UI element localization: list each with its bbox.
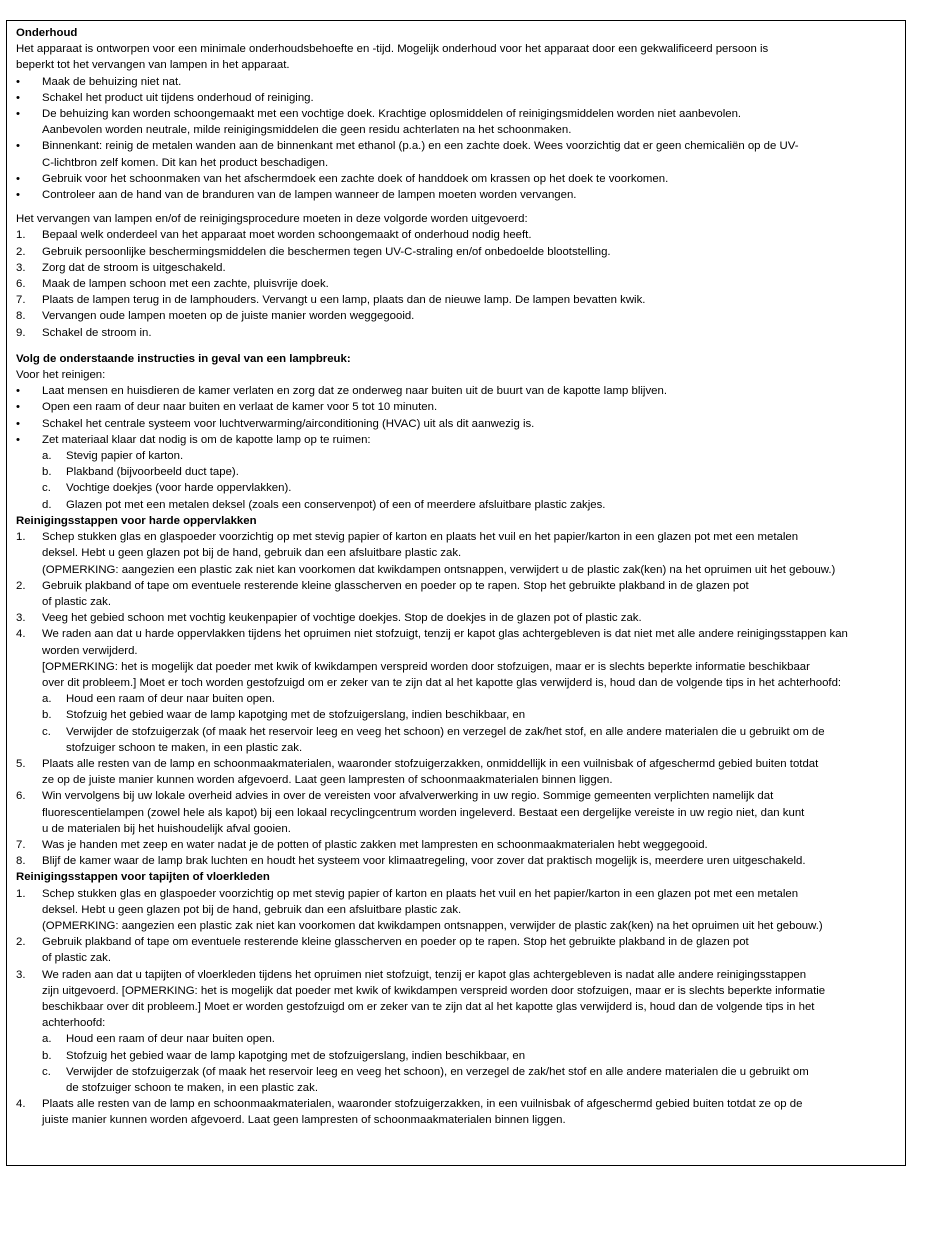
list-marker: 4. xyxy=(16,628,26,641)
voor-reinigen: Voor het reinigen: xyxy=(16,369,106,382)
text-line: Zet materiaal klaar dat nodig is om de kapotte lamp op te ruimen: xyxy=(42,433,371,446)
text-line: We raden aan dat u tapijten of vloerkleden tijdens het opruimen niet stofzuigt, tenzij er kapot glas achtergebleven is nadat alle andere reinigingsstappen xyxy=(42,968,807,981)
harde-step xyxy=(16,853,905,869)
document-frame xyxy=(6,20,906,1166)
item-text xyxy=(42,276,905,292)
text-line: De behuizing kan worden schoongemaakt met een vochtige doek. Krachtige oplosmiddelen of reinigingsmiddelen worden niet aanbevolen. xyxy=(42,108,742,121)
sub-marker: a. xyxy=(42,450,52,463)
item-text xyxy=(42,171,905,187)
item-text xyxy=(42,626,905,691)
item-text xyxy=(42,74,905,90)
document-content xyxy=(7,21,905,1129)
text-line: Open een raam of deur naar buiten en verlaat de kamer voor 5 tot 10 minuten. xyxy=(42,401,438,414)
text-line: Was je handen met zeep en water nadat je de potten of plastic zakken met lampresten en schoonmaakmaterialen hebt weggegooid. xyxy=(42,838,708,851)
text-line: Stevig papier of karton. xyxy=(66,450,184,463)
list-marker: • xyxy=(16,172,20,185)
procedure-step xyxy=(16,325,905,341)
list-marker: 1. xyxy=(16,229,26,242)
list-marker: 6. xyxy=(16,278,26,291)
procedure-step xyxy=(16,260,905,276)
text-line: Gebruik plakband of tape om eventuele resterende kleine glasscherven en poeder op te rapen. Stop het gebruikte plakband in de glazen pot xyxy=(42,936,749,949)
text-line: We raden aan dat u harde oppervlakken tijdens het opruimen niet stofzuigt, tenzij er kapot glas achtergebleven is dat niet met alle andere reinigingsstappen kan xyxy=(42,628,848,641)
item-text xyxy=(42,325,905,341)
text-line: Vervangen oude lampen moeten op de juiste manier worden weggegooid. xyxy=(42,310,415,323)
text-line: Houd een raam of deur naar buiten open. xyxy=(66,693,275,706)
bullet-item xyxy=(16,171,905,187)
text-line: Schep stukken glas en glaspoeder voorzichtig op met stevig papier of karton en plaats het vuil en het papier/karton in een glazen pot met een metalen xyxy=(42,887,799,900)
sub-marker: b. xyxy=(42,466,52,479)
list-marker: 7. xyxy=(16,838,26,851)
text-line: ze op de juiste manier kunnen worden afgevoerd. Laat geen lampresten of schoonmaakmaterialen binnen liggen. xyxy=(42,774,613,787)
harde-step xyxy=(16,788,905,837)
tapijt-step xyxy=(16,1096,905,1128)
text-line: Gebruik voor het schoonmaken van het afschermdoek een zachte doek of handdoek om krassen op het doek te voorkomen. xyxy=(42,172,669,185)
text-line: Gebruik persoonlijke beschermingsmiddelen die beschermen tegen UV-C-straling en/of onbedoelde blootstelling. xyxy=(42,245,611,258)
bullet-item xyxy=(16,90,905,106)
harde-step xyxy=(16,529,905,578)
material-item xyxy=(16,448,905,464)
text-line: Plaats alle resten van de lamp en schoonmaakmaterialen, waaronder stofzuigerzakken, onmiddellijk in een vuilnisbak of afgeschermd gebied buiten totdat xyxy=(42,757,819,770)
item-text xyxy=(66,497,905,513)
text-line: juiste manier kunnen worden afgevoerd. Laat geen lampresten of schoonmaakmaterialen binnen liggen. xyxy=(42,1114,566,1127)
text-line: Zorg dat de stroom is uitgeschakeld. xyxy=(42,261,226,274)
bullet-item xyxy=(16,383,905,399)
text-line: Schakel de stroom in. xyxy=(42,326,152,339)
list-marker: • xyxy=(16,91,20,104)
list-marker: 1. xyxy=(16,531,26,544)
text-line: Vochtige doekjes (voor harde oppervlakken). xyxy=(66,482,292,495)
text-line: deksel. Hebt u geen glazen pot bij de hand, gebruik dan een afsluitbare plastic zak. xyxy=(42,903,462,916)
list-marker: 2. xyxy=(16,245,26,258)
list-marker: • xyxy=(16,433,20,446)
text-line: Gebruik plakband of tape om eventuele resterende kleine glasscherven en poeder op te rapen. Stop het gebruikte plakband in de glazen pot xyxy=(42,579,749,592)
item-text xyxy=(66,707,905,723)
item-text xyxy=(42,106,905,138)
text-line: of plastic zak. xyxy=(42,595,112,608)
sub-marker: a. xyxy=(42,693,52,706)
item-text xyxy=(42,260,905,276)
tapijt-substep xyxy=(16,1048,905,1064)
material-item xyxy=(16,464,905,480)
text-line: deksel. Hebt u geen glazen pot bij de hand, gebruik dan een afsluitbare plastic zak. xyxy=(42,547,462,560)
bullet-item xyxy=(16,432,905,448)
text-line: zijn uitgevoerd. [OPMERKING: het is mogelijk dat poeder met kwik of kwikdampen verspreid worden door stofzuigen, maar er is slechts beperkte informatie xyxy=(42,984,826,997)
item-text xyxy=(42,788,905,837)
list-marker: 8. xyxy=(16,855,26,868)
heading-lampbreuk: Volg de onderstaande instructies in geval van een lampbreuk: xyxy=(16,352,351,365)
item-text xyxy=(42,1096,905,1128)
text-line: achterhoofd: xyxy=(42,1017,106,1030)
sub-marker: c. xyxy=(42,482,51,495)
list-marker: 3. xyxy=(16,261,26,274)
list-marker: 2. xyxy=(16,936,26,949)
item-text xyxy=(42,886,905,935)
material-item xyxy=(16,480,905,496)
sub-marker: c. xyxy=(42,1065,51,1078)
item-text xyxy=(42,578,905,610)
list-marker: • xyxy=(16,108,20,121)
list-marker: • xyxy=(16,140,20,153)
list-marker: 8. xyxy=(16,310,26,323)
item-text xyxy=(42,756,905,788)
procedure-intro: Het vervangen van lampen en/of de reinigingsprocedure moeten in deze volgorde worden uitgevoerd: xyxy=(16,213,528,226)
harde-substep xyxy=(16,724,905,756)
tapijt-substep xyxy=(16,1064,905,1096)
item-text xyxy=(66,464,905,480)
text-line: over dit probleem.] Moet er toch worden gestofzuigd om er zeker van te zijn dat al het kapotte glas verwijderd is, houd dan de volgende tips in het achterhoofd: xyxy=(42,676,842,689)
list-marker: 9. xyxy=(16,326,26,339)
text-line: Schakel het centrale systeem voor luchtverwarming/airconditioning (HVAC) uit als dit aanwezig is. xyxy=(42,417,535,430)
item-text xyxy=(42,967,905,1032)
harde-step xyxy=(16,837,905,853)
list-marker: • xyxy=(16,385,20,398)
item-text xyxy=(42,529,905,578)
text-line: C-lichtbron zelf komen. Dit kan het product beschadigen. xyxy=(42,156,329,169)
list-marker: • xyxy=(16,417,20,430)
tapijt-substep xyxy=(16,1031,905,1047)
text-line: Verwijder de stofzuigerzak (of maak het reservoir leeg en veeg het schoon), en verzegel de zak/het stof en alle andere materialen die u gebruikt om xyxy=(66,1065,809,1078)
text-line: Aanbevolen worden neutrale, milde reinigingsmiddelen die geen residu achterlaten na het schoonmaken. xyxy=(42,124,572,137)
tapijt-step xyxy=(16,886,905,935)
list-marker: 3. xyxy=(16,612,26,625)
item-text xyxy=(42,853,905,869)
text-line: Plakband (bijvoorbeeld duct tape). xyxy=(66,466,239,479)
item-text xyxy=(66,448,905,464)
sub-marker: c. xyxy=(42,725,51,738)
text-line: Maak de lampen schoon met een zachte, pluisvrije doek. xyxy=(42,278,329,291)
text-line: Controleer aan de hand van de branduren van de lampen wanneer de lampen moeten worden vervangen. xyxy=(42,189,577,202)
text-line: Bepaal welk onderdeel van het apparaat moet worden schoongemaakt of onderhoud nodig heeft. xyxy=(42,229,532,242)
item-text xyxy=(42,383,905,399)
bullet-item xyxy=(16,106,905,138)
heading-onderhoud: Onderhoud xyxy=(16,27,78,39)
text-line: Veeg het gebied schoon met vochtig keukenpapier of vochtige doekjes. Stop de doekjes in de glazen pot of plastic zak. xyxy=(42,612,642,625)
text-line: fluorescentielampen (zowel hele als kapot) bij een lokaal recyclingcentrum worden ingeleverd. Bestaat een dergelijke vereiste in uw regio niet, dan kunt xyxy=(42,806,805,819)
text-line: (OPMERKING: aangezien een plastic zak niet kan voorkomen dat kwikdampen ontsnappen, verwijdert u de plastic zak(ken) na het opruimen uit het gebouw.) xyxy=(42,563,836,576)
text-line: Schakel het product uit tijdens onderhoud of reiniging. xyxy=(42,91,314,104)
item-text xyxy=(66,1064,905,1096)
item-text xyxy=(42,244,905,260)
harde-step xyxy=(16,626,905,691)
text-line: worden verwijderd. xyxy=(42,644,138,657)
item-text xyxy=(66,1048,905,1064)
text-line: Verwijder de stofzuigerzak (of maak het reservoir leeg en veeg het schoon) en verzegel de zak/het stof, en alle andere materialen die u gebruikt om de xyxy=(66,725,825,738)
harde-step xyxy=(16,756,905,788)
item-text xyxy=(66,1031,905,1047)
item-text xyxy=(42,138,905,170)
text-line: Blijf de kamer waar de lamp brak luchten en houdt het systeem voor klimaatregeling, voor zover dat praktisch mogelijk is, meerdere uren uitgeschakeld. xyxy=(42,855,806,868)
tapijt-step xyxy=(16,934,905,966)
tapijt-step xyxy=(16,967,905,1032)
list-marker: 7. xyxy=(16,294,26,307)
procedure-step xyxy=(16,244,905,260)
spacer xyxy=(16,203,905,211)
spacer xyxy=(16,341,905,351)
text-line: Maak de behuizing niet nat. xyxy=(42,75,182,88)
bullet-item xyxy=(16,187,905,203)
material-item xyxy=(16,497,905,513)
sub-marker: d. xyxy=(42,498,52,511)
harde-substep xyxy=(16,691,905,707)
text-line: Win vervolgens bij uw lokale overheid advies in over de vereisten voor afvalverwerking in uw regio. Sommige gemeenten verplichten namelijk dat xyxy=(42,790,774,803)
item-text xyxy=(42,90,905,106)
intro-line: Het apparaat is ontworpen voor een minimale onderhoudsbehoefte en -tijd. Mogelijk onderhoud voor het apparaat door een gekwalificeerd persoon is xyxy=(16,43,769,56)
list-marker: 4. xyxy=(16,1098,26,1111)
item-text xyxy=(42,934,905,966)
list-marker: • xyxy=(16,75,20,88)
text-line: Stofzuig het gebied waar de lamp kapotging met de stofzuigerslang, indien beschikbaar, en xyxy=(66,1049,526,1062)
heading-harde-oppervlakken: Reinigingsstappen voor harde oppervlakken xyxy=(16,514,257,527)
sub-marker: b. xyxy=(42,1049,52,1062)
harde-substep xyxy=(16,707,905,723)
text-line: of plastic zak. xyxy=(42,952,112,965)
item-text xyxy=(66,724,905,756)
bullet-item xyxy=(16,399,905,415)
text-line: stofzuiger schoon te maken, in een plastic zak. xyxy=(66,741,303,754)
item-text xyxy=(42,610,905,626)
text-line: Schep stukken glas en glaspoeder voorzichtig op met stevig papier of karton en plaats het vuil en het papier/karton in een glazen pot met een metalen xyxy=(42,531,799,544)
text-line: de stofzuiger schoon te maken, in een plastic zak. xyxy=(66,1082,319,1094)
text-line: Glazen pot met een metalen deksel (zoals een conservenpot) of een of meerdere afsluitbare plastic zakjes. xyxy=(66,498,606,511)
text-line: Binnenkant: reinig de metalen wanden aan de binnenkant met ethanol (p.a.) en een zachte doek. Wees voorzichtig dat er geen chemicaliën op de UV- xyxy=(42,140,799,153)
sub-marker: a. xyxy=(42,1033,52,1046)
list-marker: 2. xyxy=(16,579,26,592)
sub-marker: b. xyxy=(42,709,52,722)
harde-step xyxy=(16,578,905,610)
text-line: beschikbaar over dit probleem.] Moet er worden gestofzuigd om er zeker van te zijn dat al het kapotte glas verwijderd is, houd dan de volgende tips in het xyxy=(42,1000,815,1013)
list-marker: 1. xyxy=(16,887,26,900)
bullet-item xyxy=(16,74,905,90)
text-line: u de materialen bij het huishoudelijk afval gooien. xyxy=(42,822,291,835)
list-marker: 3. xyxy=(16,968,26,981)
procedure-step xyxy=(16,227,905,243)
list-marker: 6. xyxy=(16,790,26,803)
item-text xyxy=(66,480,905,496)
list-marker: • xyxy=(16,189,20,202)
list-marker: • xyxy=(16,401,20,414)
text-line: (OPMERKING: aangezien een plastic zak niet kan voorkomen dat kwikdampen ontsnappen, verwijder de plastic zak(ken) na het opruimen uit het gebouw.) xyxy=(42,919,823,932)
item-text xyxy=(42,432,905,448)
item-text xyxy=(42,187,905,203)
harde-step xyxy=(16,610,905,626)
item-text xyxy=(42,399,905,415)
item-text xyxy=(42,416,905,432)
bullet-item xyxy=(16,138,905,170)
text-line: Laat mensen en huisdieren de kamer verlaten en zorg dat ze onderweg naar buiten uit de buurt van de kapotte lamp blijven. xyxy=(42,385,667,398)
intro-line: beperkt tot het vervangen van lampen in het apparaat. xyxy=(16,59,290,72)
procedure-step xyxy=(16,292,905,308)
list-marker: 5. xyxy=(16,757,26,770)
text-line: Plaats de lampen terug in de lamphouders. Vervangt u een lamp, plaats dan de nieuwe lamp. De lampen bevatten kwik. xyxy=(42,294,646,307)
heading-tapijten: Reinigingsstappen voor tapijten of vloerkleden xyxy=(16,871,270,884)
item-text xyxy=(66,691,905,707)
text-line: Houd een raam of deur naar buiten open. xyxy=(66,1033,275,1046)
text-line: Stofzuig het gebied waar de lamp kapotging met de stofzuigerslang, indien beschikbaar, en xyxy=(66,709,526,722)
item-text xyxy=(42,292,905,308)
item-text xyxy=(42,837,905,853)
item-text xyxy=(42,227,905,243)
procedure-step xyxy=(16,276,905,292)
text-line: Plaats alle resten van de lamp en schoonmaakmaterialen, waaronder stofzuigerzakken, in een vuilnisbak of afgeschermd gebied buiten totdat ze op de xyxy=(42,1098,803,1111)
bullet-item xyxy=(16,416,905,432)
item-text xyxy=(42,308,905,324)
text-line: [OPMERKING: het is mogelijk dat poeder met kwik of kwikdampen verspreid worden door stofzuigen, maar er is slechts beperkte informatie beschikbaar xyxy=(42,660,810,673)
procedure-step xyxy=(16,308,905,324)
